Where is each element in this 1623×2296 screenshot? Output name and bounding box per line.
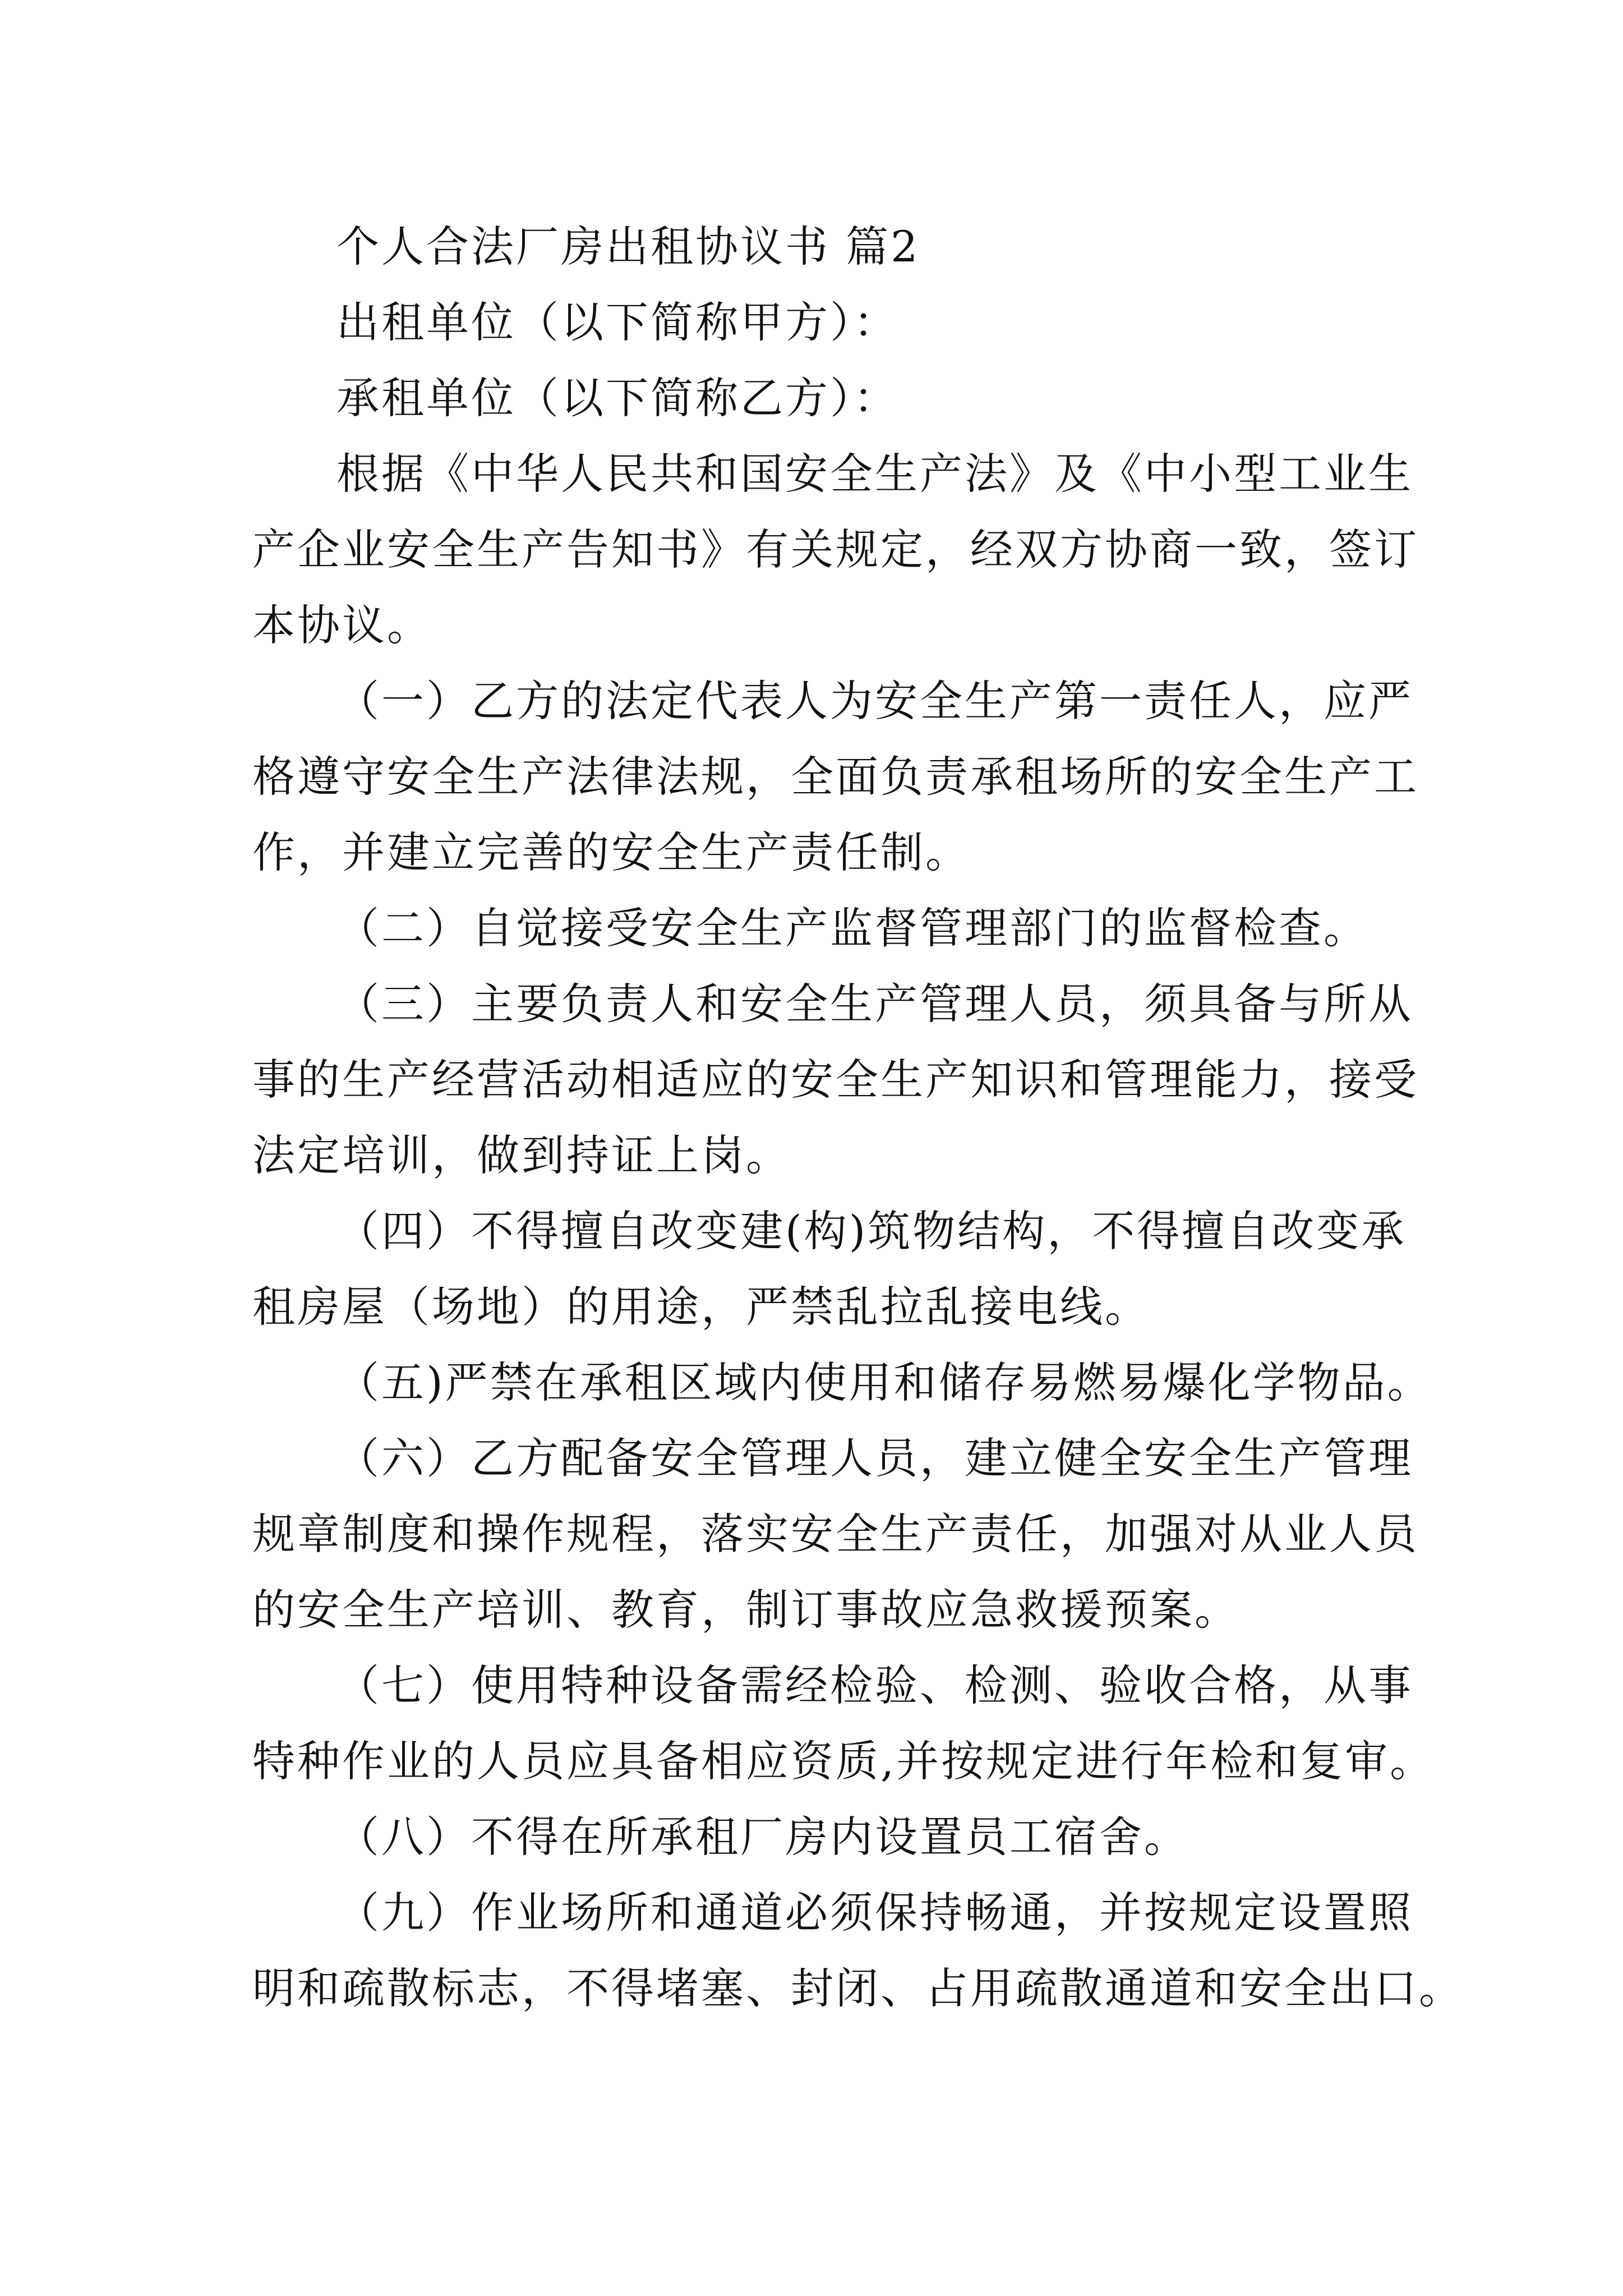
clause-line: （六）乙方配备安全管理人员，建立健全安全生产管理 bbox=[336, 1433, 1413, 1483]
clause-line: 法定培训，做到持证上岗。 bbox=[252, 1130, 791, 1180]
clause-line: （四）不得擅自改变建(构)筑物结构，不得擅自改变承 bbox=[336, 1206, 1407, 1256]
clause-line: （七）使用特种设备需经检验、检测、验收合格，从事 bbox=[336, 1660, 1413, 1710]
document-title: 个人合法厂房出租协议书 篇2 bbox=[336, 222, 920, 272]
clause-line: 事的生产经营活动相适应的安全生产知识和管理能力，接受 bbox=[252, 1055, 1419, 1105]
clause-line: 格遵守安全生产法律法规，全面负责承租场所的安全生产工 bbox=[252, 752, 1419, 802]
clause-line: （八）不得在所承租厂房内设置员工宿舍。 bbox=[336, 1812, 1189, 1862]
clause-line: 作，并建立完善的安全生产责任制。 bbox=[252, 827, 970, 877]
clause-line: （一）乙方的法定代表人为安全生产第一责任人，应严 bbox=[336, 676, 1413, 726]
clause-line: （二）自觉接受安全生产监督管理部门的监督检查。 bbox=[336, 903, 1368, 953]
clause-line: （五)严禁在承租区域内使用和储存易燃易爆化学物品。 bbox=[336, 1358, 1432, 1407]
clause-line: （三）主要负责人和安全生产管理人员，须具备与所从 bbox=[336, 979, 1413, 1029]
clause-line: 租房屋（场地）的用途，严禁乱拉乱接电线。 bbox=[252, 1282, 1150, 1332]
lessor-line: 出租单位（以下简称甲方）： bbox=[336, 297, 898, 347]
intro-line: 本协议。 bbox=[252, 600, 432, 650]
intro-line: 根据《中华人民共和国安全生产法》及《中小型工业生 bbox=[336, 449, 1413, 499]
clause-line: 规章制度和操作规程，落实安全生产责任，加强对从业人员 bbox=[252, 1509, 1419, 1559]
intro-line: 产企业安全生产告知书》有关规定，经双方协商一致，签订 bbox=[252, 524, 1419, 574]
lessee-line: 承租单位（以下简称乙方）： bbox=[336, 373, 898, 423]
clause-line: 明和疏散标志，不得堵塞、封闭、占用疏散通道和安全出口。 bbox=[252, 1963, 1464, 2013]
clause-line: 的安全生产培训、教育，制订事故应急救援预案。 bbox=[252, 1585, 1239, 1635]
clause-line: （九）作业场所和通道必须保持畅通，并按规定设置照 bbox=[336, 1888, 1413, 1938]
clause-line: 特种作业的人员应具备相应资质,并按规定进行年检和复审。 bbox=[252, 1736, 1435, 1786]
